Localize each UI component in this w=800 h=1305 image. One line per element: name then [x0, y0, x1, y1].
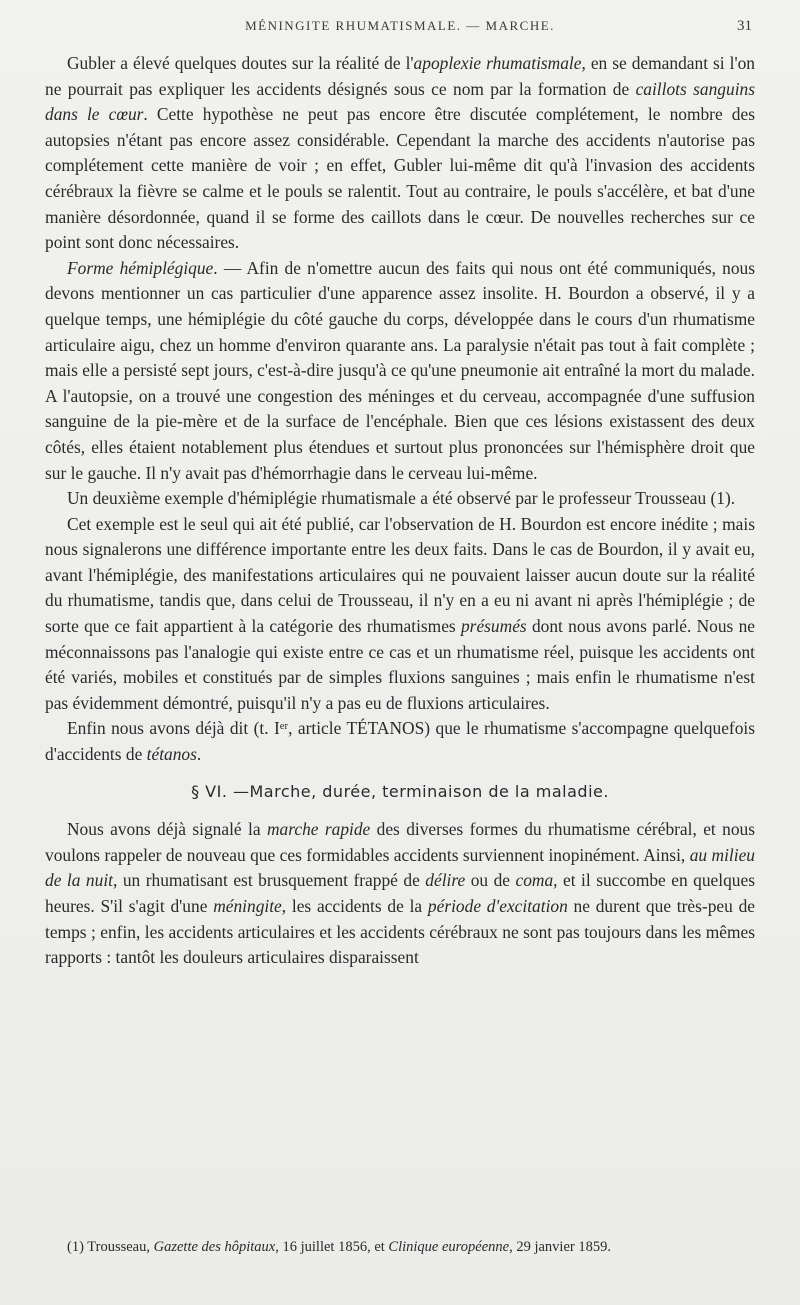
italic-text: tétanos [146, 744, 197, 765]
page-number: 31 [737, 18, 752, 34]
body-text [45, 51, 755, 971]
footnote [45, 1238, 755, 1257]
running-head-title: MÉNINGITE RHUMATISMALE. — MARCHE. [245, 18, 555, 33]
italic-text: apoplexie rhumatismale [413, 53, 582, 73]
italic-text: période d'excitation [427, 896, 568, 916]
italic-text: présumés [460, 616, 527, 637]
footnote-text: (1) Trousseau, Gazette des hôpitaux, 16 juillet 1856, et Clinique européenne, 29 janvier 1859. [67, 1239, 611, 1255]
italic-text: Clinique européenne [388, 1239, 510, 1255]
running-head [0, 18, 800, 42]
italic-text: caillots sanguins dans le cœur [45, 78, 755, 125]
paragraph: Nous avons déjà signalé la marche rapide des diverses formes du rhumatisme cérébral, et nous voulons rappeler de nouveau que ces formidables accidents surviennent inopinément. Ainsi, au milieu de la nuit, un rhumatisant est brusquement frappé de délire ou de coma, et il succombe en quelques heures. S'il s'agit d'une méningite, les accidents de la période d'excitation ne durent que très-peu de temps ; enfin, les accidents articulaires et les accidents cérébraux ne sont pas toujours dans les mêmes rapports : tantôt les douleurs articulaires disparaissent [45, 819, 755, 968]
italic-text: au milieu de la nuit [45, 844, 755, 891]
paragraph: Gubler a élevé quelques doutes sur la réalité de l'apoplexie rhumatismale, en se demandant si l'on ne pourrait pas expliquer les accidents désignés sous ce nom par la formation de caillots sanguins dans le cœur. Cette hypothèse ne peut pas encore être discutée complétement, le nombre des autopsies n'étant pas encore assez considérable. Cependant la marche des accidents n'autorise pas complétement cette manière de voir ; en effet, Gubler lui-même dit qu'à l'invasion des accidents cérébraux la fièvre se calme et le pouls se ralentit. Tout au contraire, le pouls s'accélère, et bat d'une manière désordonnée, quand il se forme des caillots dans le cœur. De nouvelles recherches sur ce point sont donc nécessaires. [45, 53, 755, 253]
italic-text: méningite [213, 896, 282, 916]
italic-text: délire [425, 870, 466, 891]
section-heading: § VI. —Marche, durée, terminaison de la maladie. [191, 781, 609, 801]
paragraph: Enfin nous avons déjà dit (t. Iᵉʳ, article TÉTANOS) que le rhumatisme s'accompagne quelquefois d'accidents de tétanos. [45, 718, 755, 765]
paragraph: Un deuxième exemple d'hémiplégie rhumatismale a été observé par le professeur Trousseau (1). [67, 488, 736, 509]
italic-text: Forme hémiplégique [67, 257, 214, 278]
italic-text: coma [515, 870, 554, 891]
italic-text: marche rapide [266, 819, 371, 840]
paragraph: Forme hémiplégique. — Afin de n'omettre aucun des faits qui nous ont été communiqués, nous devons mentionner un cas particulier d'une apparence assez insolite. H. Bourdon a observé, il y a quelque temps, une hémiplégie du côté gauche du corps, développée dans le cours d'un rhumatisme articulaire aigu, chez un homme d'environ quarante ans. La paralysie n'était pas tout à fait complète ; mais elle a persisté sept jours, c'est-à-dire jusqu'à ce qu'une pneumonie ait entraîné la mort du malade. A l'autopsie, on a trouvé une congestion des méninges et du cerveau, accompagnée d'une suffusion sanguine de la pie-mère et de la surface de l'encéphale. Bien que ces lésions existassent des deux côtés, elles étaient notablement plus étendues et surtout plus prononcées sur l'hémisphère droit que sur le gauche. Il n'y avait pas d'hémorrhagie dans le cerveau lui-même. [45, 257, 755, 483]
italic-text: Gazette des hôpitaux [153, 1239, 276, 1255]
paragraph: Cet exemple est le seul qui ait été publié, car l'observation de H. Bourdon est encore inédite ; mais nous signalerons une différence importante entre les deux faits. Dans le cas de Bourdon, il y avait eu, avant l'hémiplégie, des manifestations articulaires qui ne pouvaient laisser aucun doute sur la réalité du rhumatisme, tandis que, dans celui de Trousseau, il n'y en a eu ni avant ni après l'hémiplégie ; de sorte que ce fait appartient à la catégorie des rhumatismes présumés dont nous avons parlé. Nous ne méconnaissons pas l'analogie qui existe entre ce cas et un rhumatisme réel, puisque les accidents ont été variés, mobiles et constitués par de simples fluxions sanguines ; mais enfin le rhumatisme n'est pas évidemment démontré, puisqu'il n'y a pas eu de fluxions articulaires. [45, 513, 755, 713]
